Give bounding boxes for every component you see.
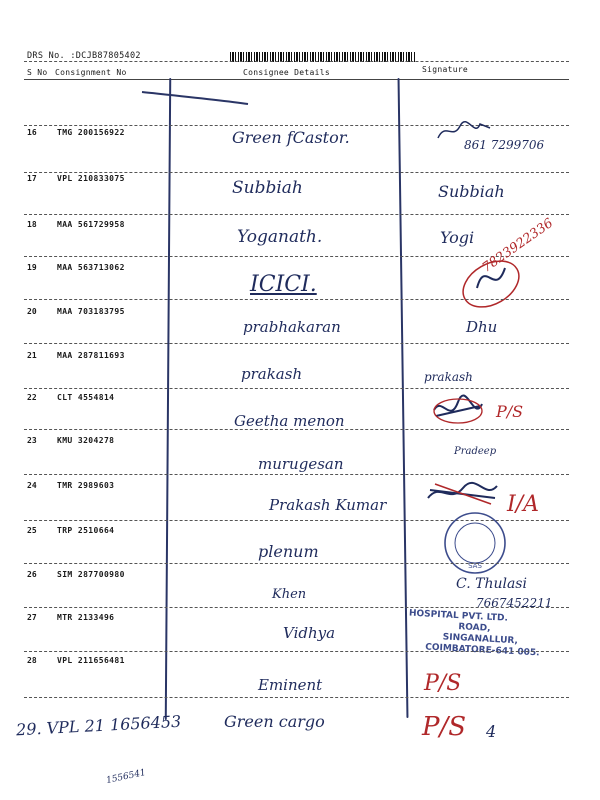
drs-number: DRS No. :DCJB87805402 <box>27 51 141 61</box>
row-signature: 7823922336 <box>479 215 557 276</box>
row-signature: Pradeep <box>454 446 497 457</box>
row-rule <box>24 388 569 389</box>
row-sno: 19 <box>27 263 37 272</box>
column-line-left <box>165 78 171 720</box>
row-rule <box>24 474 569 475</box>
handwritten-consignment: 29. VPL 21 1656453 <box>15 711 182 740</box>
page-marker: 4 <box>486 722 497 741</box>
row-sno: 21 <box>27 351 37 360</box>
row-consignment: KMU 3204278 <box>57 436 115 445</box>
row-signature: 861 7299706 <box>464 138 545 152</box>
row-consignment: MTR 2133496 <box>57 613 115 622</box>
row-sno: 26 <box>27 570 37 579</box>
row-sno: 17 <box>27 174 37 183</box>
column-line-right <box>398 78 409 718</box>
row-consignee: prakash <box>241 365 303 383</box>
row-consignment: MAA 287811693 <box>57 351 125 360</box>
row-sno: 27 <box>27 613 37 622</box>
row-consignment: MAA 563713062 <box>57 263 125 272</box>
row-signature: Yogi <box>440 228 475 247</box>
stamp-line-2: ROAD, <box>458 622 491 634</box>
row-sno: 16 <box>27 128 37 137</box>
footer-number: 1556541 <box>105 767 147 787</box>
col-header-sno: S No <box>27 68 48 77</box>
signature-scribble <box>435 118 495 144</box>
row-rule <box>24 172 569 173</box>
row-consignment: SIM 287700980 <box>57 570 125 579</box>
row-consignee: Yoganath. <box>237 227 323 247</box>
row-consignment: TMG 200156922 <box>57 128 125 137</box>
row-consignee: Subbiah <box>232 178 303 198</box>
row-consignment: VPL 210833075 <box>57 174 125 183</box>
col-header-signature: Signature <box>422 65 469 74</box>
row-consignment: VPL 211656481 <box>57 656 125 665</box>
round-stamp-icon <box>442 510 508 576</box>
row-rule <box>24 343 569 344</box>
row-consignment: TRP 2510664 <box>57 526 115 535</box>
row-rule <box>24 563 569 564</box>
row-consignee: Geetha menon <box>234 412 345 430</box>
row-consignee: plenum <box>258 542 319 561</box>
stamp-line-3: SINGANALLUR, <box>442 632 519 647</box>
row-consignment: CLT 4554814 <box>57 393 115 402</box>
header-rule-bottom <box>24 79 569 80</box>
row-consignment: TMR 2989603 <box>57 481 115 490</box>
row-consignee: prabhakaran <box>243 318 341 336</box>
row-sno: 23 <box>27 436 37 445</box>
row-signature: I/A <box>507 492 539 517</box>
row-consignee: murugesan <box>258 455 344 473</box>
row-signature: P/S <box>424 671 462 696</box>
row-signature: P/S <box>496 402 524 421</box>
row-consignee: ICICI. <box>250 272 317 297</box>
row-sno: 20 <box>27 307 37 316</box>
row-consignee: Vidhya <box>283 624 336 642</box>
row-rule <box>24 607 569 608</box>
row-consignment: MAA 703183795 <box>57 307 125 316</box>
row-sno: 28 <box>27 656 37 665</box>
row-signature: prakash <box>424 370 473 384</box>
row-consignee: Green fCastor. <box>232 128 350 147</box>
row-signature: Subbiah <box>438 182 505 201</box>
col-header-consignee: Consignee Details <box>243 68 330 77</box>
handwritten-signature: P/S <box>422 712 467 742</box>
row-rule <box>24 214 569 215</box>
row-consignee: Khen <box>272 587 307 602</box>
row-rule <box>24 299 569 300</box>
signature-name-26: C. Thulasi <box>456 576 527 592</box>
row-sno: 18 <box>27 220 37 229</box>
signature-scribble <box>430 394 490 426</box>
stamp-line-4: COIMBATORE-641 005. <box>424 642 540 659</box>
stamp-line-1: HOSPITAL PVT. LTD. <box>408 608 509 624</box>
row-signature: 7667452211 <box>476 596 553 610</box>
row-sno: 22 <box>27 393 37 402</box>
col-header-consignment: Consignment No <box>55 68 127 77</box>
row-consignee: Eminent <box>258 676 323 694</box>
row-signature: Dhu <box>466 318 498 336</box>
row-consignee: Prakash Kumar <box>269 496 387 514</box>
stamp-round-text: SAS <box>468 562 482 570</box>
handwritten-stroke <box>140 82 250 110</box>
signature-scribble-red <box>455 248 530 313</box>
row-rule <box>24 429 569 430</box>
row-rule <box>24 697 569 698</box>
header-rule-top <box>24 61 569 62</box>
signature-scribble <box>425 478 500 508</box>
row-consignment: MAA 561729958 <box>57 220 125 229</box>
row-sno: 24 <box>27 481 37 490</box>
row-sno: 25 <box>27 526 37 535</box>
handwritten-consignee: Green cargo <box>224 712 325 731</box>
row-rule <box>24 651 569 652</box>
